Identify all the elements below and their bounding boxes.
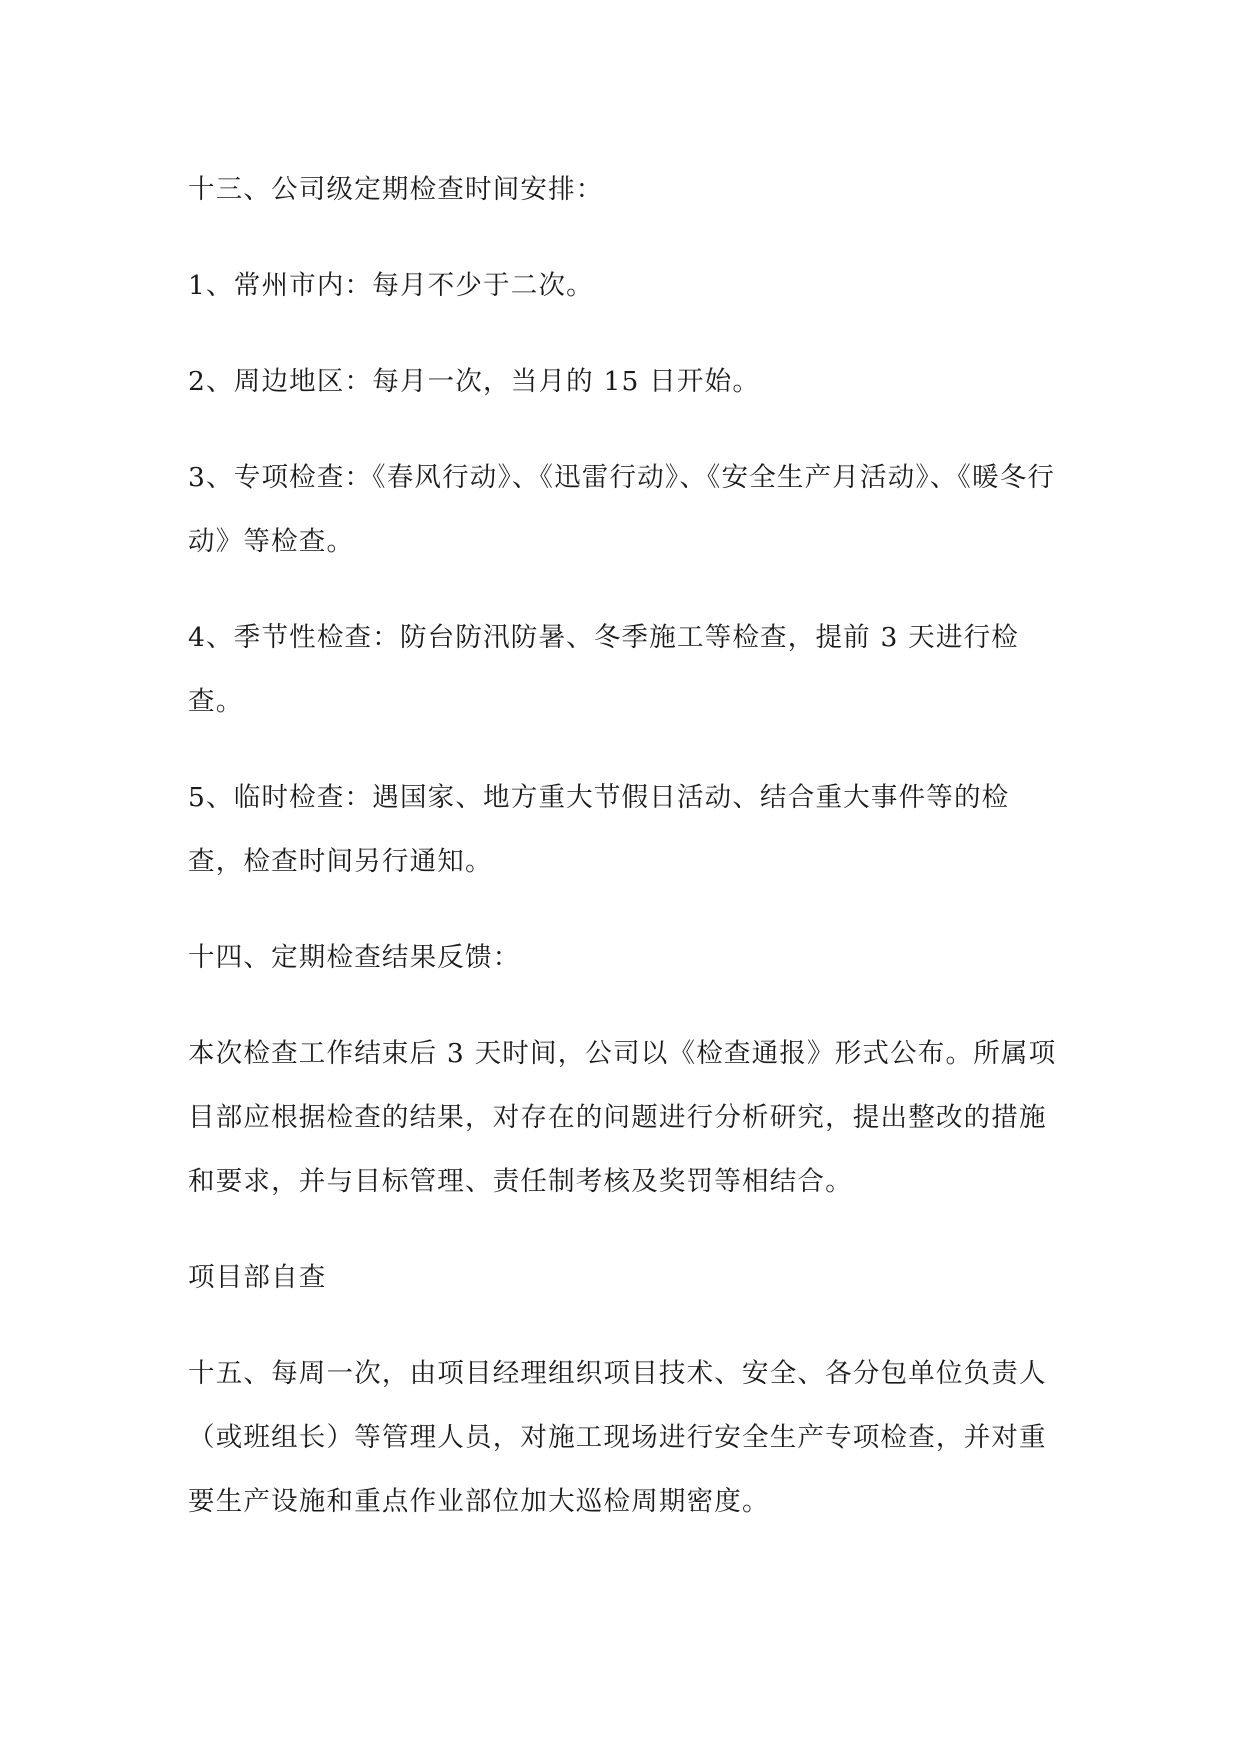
- list-item-3: 3、专项检查：《春风行动》、《迅雷行动》、《安全生产月活动》、《暖冬行动》等检查。: [188, 462, 1056, 557]
- subheading-project-self-check: 项目部自查: [188, 1262, 327, 1293]
- feedback-paragraph: 本次检查工作结束后 3 天时间，公司以《检查通报》形式公布。所属项目部应根据检查的结果，对存在的问题进行分析研究，提出整改的措施和要求，并与目标管理、责任制考核及奖罚等相结合。: [188, 1038, 1057, 1197]
- list-item-1: 1、常州市内：每月不少于二次。: [188, 270, 594, 301]
- section-paragraph-15: 十五、每周一次，由项目经理组织项目技术、安全、各分包单位负责人（或班组长）等管理人员，对施工现场进行安全生产专项检查，并对重要生产设施和重点作业部位加大巡检周期密度。: [188, 1358, 1047, 1517]
- list-item-4: 4、季节性检查：防台防汛防暑、冬季施工等检查，提前 3 天进行检查。: [188, 622, 1019, 717]
- section-heading-14: 十四、定期检查结果反馈：: [188, 942, 521, 973]
- section-heading-13: 十三、公司级定期检查时间安排：: [188, 174, 604, 205]
- list-item-5: 5、临时检查：遇国家、地方重大节假日活动、结合重大事件等的检查，检查时间另行通知。: [188, 782, 1010, 877]
- document-body: [188, 158, 1058, 1534]
- list-item-2: 2、周边地区：每月一次，当月的 15 日开始。: [188, 366, 761, 397]
